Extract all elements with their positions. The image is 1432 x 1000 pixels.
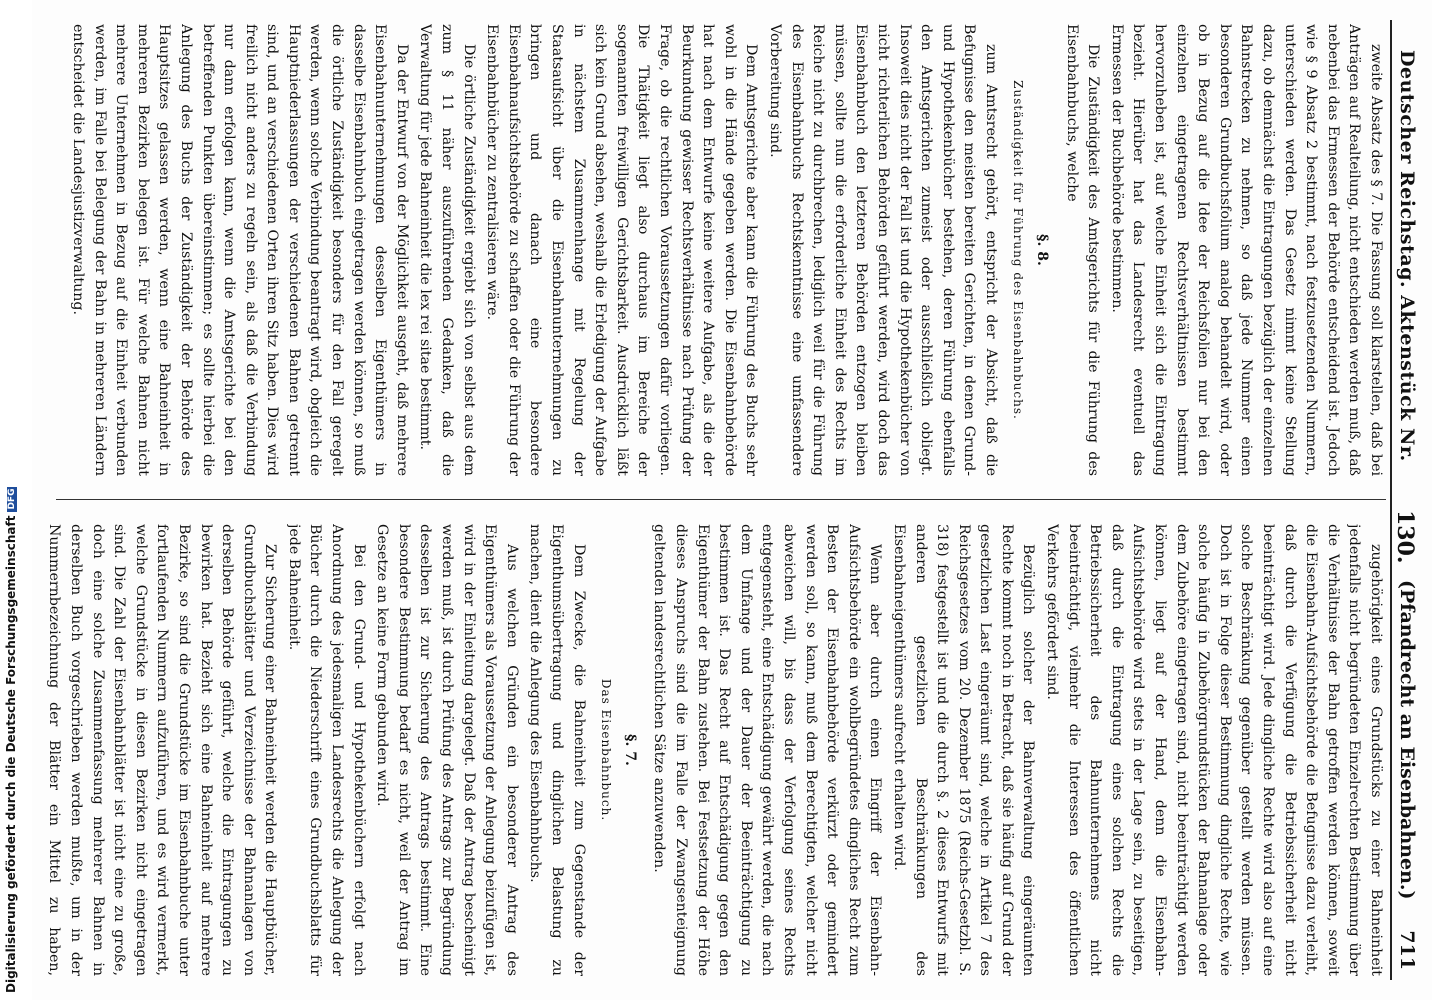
page-header <box>1390 20 1418 980</box>
section-heading: §. 7. <box>621 734 638 766</box>
paragraph: Bezüglich solcher der Bahnverwaltung eingeräumten Rechte kommt noch in Betracht, daß sie häufig auf Grund der gesetzlichen Last eingeräumt sind, welche in Artikel 7 des Reichsgesetzes vom 20. Dezember 1875 (Reichs-Gesetzbl. S. 318) festgestellt ist und die durch §. 2 dieses Entwurfs mit anderen gesetzlichen Beschränkungen des Eisenbahneigenthümers aufrecht erhalten wird. <box>890 524 1037 976</box>
paragraph: Die örtliche Zuständigkeit ergiebt sich von selbst aus dem zum § 11 näher auszuführenden Gedanken, daß die Verwaltung für jede Bahneinheit die lex rei sitae bestimmt. <box>417 24 477 476</box>
paragraph: zweite Absatz des § 7. Die Fassung soll klarstellen, daß bei Anträgen auf Realteilung, nicht entschieden werden muß, daß nebenbei das Ermessen der Behörde entscheidend ist. Jedoch wie § 9 Absatz 2 bestimmt, nach festzusetzenden Nummern, unterschieden werden. Das Gesetz nimmt keine Stellung dazu, ob demnächst die Eintragungen bezüglich der einzelnen Bahnstrecken zu nehmen, so daß jede Nummer einen besonderen Grundbuchsfolium analog behandelt wird, oder ob in Bezug auf die Idee der Reichsfolien nur bei den einzelnen eingetragenen Rechtsverhältnissen bestimmt hervorzuheben ist, auf welche Einheit sich die Eintragung bezieht. Hierüber hat das Landesrecht eventuell das Ermessen der Buchbehörde bestimmen. <box>1108 24 1384 476</box>
paragraph: Bei den Grund- und Hypothekenbüchern erfolgt nach Anordnung des jedesmaligen Landesrechts die Anlegung der Bücher durch die Niederschrift eines Grundbuchsblatts für jede Bahneinheit. <box>285 524 367 976</box>
section-subheading: Zuständigkeit für Führung des Eisenbahnbuchs. <box>1011 80 1026 420</box>
paragraph: Zur Sicherung einer Bahneinheit werden die Hauptbücher, Grundbuchsblätter und Verzeichnisse der Bahnanlagen von derselben Behörde geführt, welche die Eintragungen zu bewirken hat. Bezieht sich eine Bahneinheit auf mehrere Bezirke, so sind die Grundstücke im Eisenbahnbuche unter fortlaufenden Nummern aufzuführen, und es wird vermerkt, welche Grundstücke in diesen Bezirken nicht eingetragen sind. Die Zahl der Eisenbahnblätter ist nicht eine zu große, doch eine solche Zusammenfassung mehrerer Bahnen in derselben Buch vorgeschrieben werden mußte, um in der Nummernbezeichnung der Blätter ein Mittel zu haben, <box>46 524 279 976</box>
paragraph: Da der Entwurf von der Möglichkeit ausgeht, daß mehrere Eisenbahnunternehmungen desselben Eigenthümers in dasselbe Eisenbahnbuch eingetragen werden können, so muß die örtliche Zuständigkeit besonders für den Fall geregelt werden, wenn solche Verbindung beantragt wird, obgleich die Hauptniederlassungen der verschiedenen Bahnen getrennt sind, und an verschiedenen Orten ihren Sitz haben. Dies wird freilich nicht anders zu regeln sein, als daß die Verbindung nur dann erfolgen kann, wenn die Amtsgerichte bei den betreffenden Punkten übereinstimmen; es sollte hierbei die Anlegung des Buchs der Zuständigkeit der Behörde des Hauptsitzes gelassen werden, wenn eine Bahneinheit in mehreren Bezirken belegen ist. Für welche Bahnen nicht mehrere Unternehmen in Bezug auf die Einheit verbunden werden, im Falle bei Belegung der Bahn in mehreren Ländern entscheidet die Landesjustizverwaltung. <box>69 24 410 476</box>
paragraph: Dem Amtsgerichte aber kann die Führung des Buchs sehr wohl in die Hände gegeben werden. Die Eisenbahnbehörde hat nach dem Entwurfe keine weitere Aufgabe, als die der Beurkundung gewisser Rechtsverhältnisse nach Prüfung der Frage, ob die rechtlichen Voraussetzungen dafür vorliegen. Die Thätigkeit liegt also durchaus im Bereiche der sogenannten freiwilligen Gerichtsbarkeit. Ausdrücklich läßt sich kein Grund absehen, weshalb die Erledigung der Aufgabe in nächstem Zusammenhange mit Regelung der Staatsaufsicht über die Eisenbahnunternehmungen zu bringen und danach eine besondere Eisenbahnaufsichtsbehörde zu schaffen oder die Führung der Eisenbahnbücher zu zentralisieren wäre. <box>484 24 760 476</box>
paragraph: zum Amtsrecht gehört, entspricht der Absicht, daß die Befugnisse den meisten bereiten Gerichten, in denen Grund- und Hypothekenbücher bestehen, deren Führung ebenfalls den Amtsgerichten zumeist oder ausschließlich obliegt. Insoweit dies nicht der Fall ist und die Hypothekenbücher von nicht richterlichen Behörden geführt werden, wird doch das Eisenbahnbuch den letzteren Behörden entzogen bleiben müssen, sollte nun die erforderliche Einheit des Rechts im Reiche nicht zu durchbrechen, lediglich weil für die Führung des Eisenbahnbuchs Rechtskenntnisse eine umfassendere Vorbereitung sind. <box>766 24 999 476</box>
page-number: 711 <box>1396 930 1418 970</box>
credit-text: Digitalisierung gefördert durch die Deutsche Forschungsgemeinschaft <box>4 515 18 993</box>
paragraph: zugehörigkeit eines Grundstücks zu einer Bahneinheit jedenfalls nicht begründeten Einzelrechten Bestimmung über die Verhältnisse der Bahn getroffen werden können, soweit die Eisenbahn-Aufsichtsbehörde die Befugnisse dazu verleiht, daß durch die Verfügung die Betriebssicherheit nicht beeinträchtigt wird. Jede dingliche Rechte wird also auf eine solche Beschränkung gegenüber gestellt werden müssen. Doch ist in Folge dieser Bestimmung dingliche Rechte, wie solche häufig in Zubehörgrundstücken der Bahnanlage oder dem Zubehöre eingetragen sind, nicht beeinträchtigt werden können, liegt auf der Hand, denn die Eisenbahn-Aufsichtsbehörde wird stets in der Lage sein, zu beseitigen, daß durch die Eintragung eines solchen Rechts die Betriebssicherheit des Bahnunternehmens nicht beeinträchtigt, vielmehr die Interessen des öffentlichen Verkehrs gefördert sind. <box>1044 524 1384 976</box>
digitization-credit <box>4 487 18 993</box>
paragraph: Aus welchen Gründen ein besonderer Antrag des Eigenthümers als Voraussetzung der Anlegung beizufügen ist, wird in der Einleitung dargelegt. Daß der Antrag bescheinigt werden muß, ist durch Prüfung des Antrags zur Begründung desselben ist zur Sicherung des Antrags bestimmt. Eine besondere Bestimmung bedarf es nicht, weil der Antrag im Gesetze an keine Form gebunden wird. <box>374 524 520 976</box>
section-subheading: Das Eisenbahnbuch. <box>599 678 614 822</box>
right-column <box>46 524 1386 976</box>
dfg-logo-icon: DFG <box>6 488 17 510</box>
scanned-page-area <box>32 0 1432 1000</box>
header-title: Deutscher Reichstag. Aktenstück Nr. <box>1396 50 1418 462</box>
section-heading: §. 8. <box>1034 234 1051 266</box>
left-column <box>46 24 1386 476</box>
credit-strip <box>0 0 32 1000</box>
column-divider <box>56 499 1386 500</box>
header-topic: (Pfandrecht an Eisenbahnen.) <box>1396 580 1418 900</box>
paragraph: Die Zuständigkeit des Amtsgerichts für die Führung des Eisenbahnbuchs, welche <box>1063 24 1102 476</box>
paragraph: Wenn aber durch einen Eingriff der Eisenbahn-Aufsichtsbehörde ein wohlbegründetes dingliches Recht zum Besten der Eisenbahnbehörde verkürzt oder gemindert werden soll, so kann, muß dem Berechtigten, welcher nicht abweichen will, bis dass der Verfolgung seines Rechts entgegensteht, eine Entschädigung gewährt werden, die nach dem Umfange und der Dauer der Beeinträchtigung zu bestimmen ist. Das Recht auf Entschädigung gegen den Eigenthümer der Bahn zustehen. Bei Festsetzung der Höhe dieses Anspruchs sind die im Falle der Zwangsenteignung geltenden landesrechtlichen Sätze anzuwenden. <box>651 524 884 976</box>
header-issue-number: 130. <box>1392 510 1418 564</box>
paragraph: Dem Zwecke, die Bahneinheit zum Gegenstande der Eigenthumsübertragung und dinglichen Belastung zu machen, dient die Anlegung des Eisenbahnbuchs. <box>527 524 587 976</box>
rotated-page <box>32 0 1432 1000</box>
